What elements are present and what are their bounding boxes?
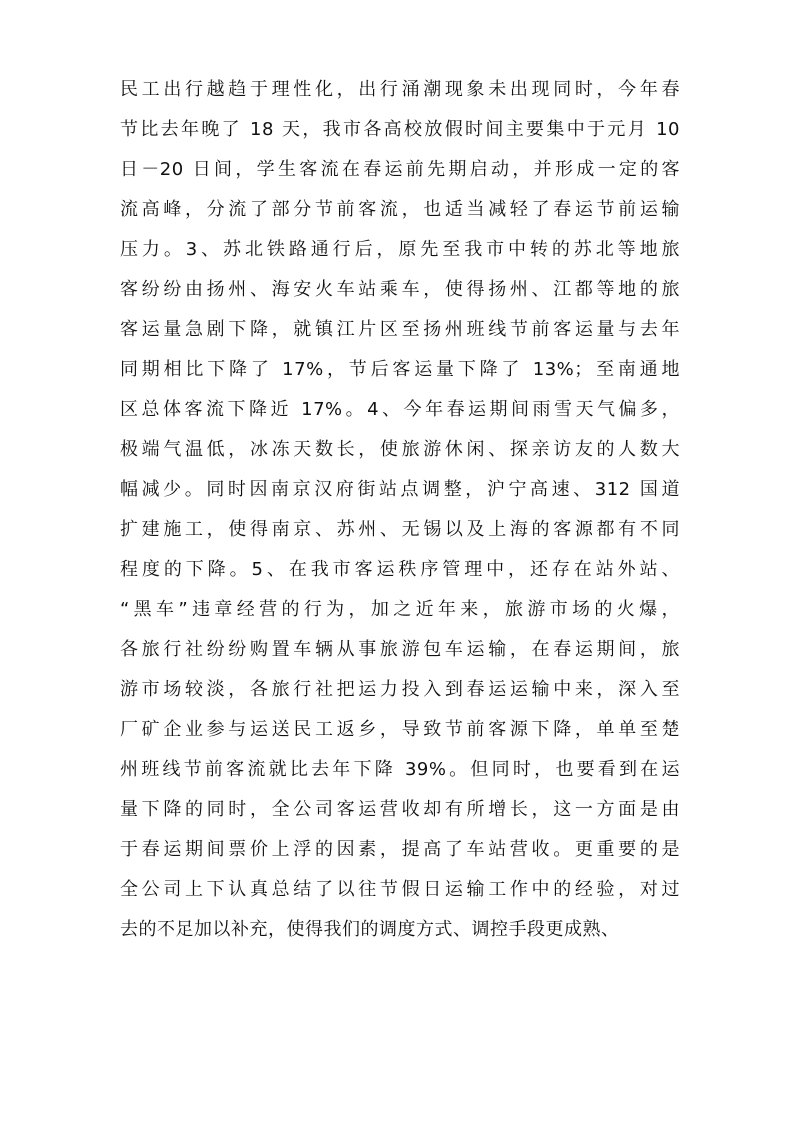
text-line: 日－20 日间，学生客流在春运前先期启动，并形成一定的客: [120, 159, 680, 180]
text-line: 区总体客流下降近 17%。4、今年春运期间雨雪天气偏多，: [120, 399, 680, 420]
text-line: 极端气温低，冰冻天数长，使旅游休闲、探亲访友的人数大: [120, 439, 680, 460]
text-line: 于春运期间票价上浮的因素，提高了车站营收。更重要的是: [120, 839, 680, 860]
text-line: 压力。3、苏北铁路通行后，原先至我市中转的苏北等地旅: [120, 239, 680, 260]
text-line: 量下降的同时，全公司客运营收却有所增长，这一方面是由: [120, 799, 680, 820]
text-line: 同期相比下降了 17%，节后客运量下降了 13%；至南通地: [120, 359, 680, 380]
text-line: 流高峰，分流了部分节前客流，也适当减轻了春运节前运输: [120, 199, 680, 220]
text-line: 客纷纷由扬州、海安火车站乘车，使得扬州、江都等地的旅: [120, 279, 680, 300]
text-line: 节比去年晚了 18 天，我市各高校放假时间主要集中于元月 10: [120, 119, 680, 140]
text-line: 民工出行越趋于理性化，出行涌潮现象未出现同时，今年春: [120, 79, 680, 100]
text-line: 全公司上下认真总结了以往节假日运输工作中的经验，对过: [120, 879, 680, 900]
text-line: 游市场较淡，各旅行社把运力投入到春运运输中来，深入至: [120, 679, 680, 700]
text-line: 幅减少。同时因南京汉府街站点调整，沪宁高速、312 国道: [120, 479, 680, 500]
text-line: 去的不足加以补充，使得我们的调度方式、调控手段更成熟、: [120, 919, 620, 940]
text-line: 厂矿企业参与运送民工返乡，导致节前客源下降，单单至楚: [120, 719, 680, 740]
text-line: “黑车”违章经营的行为，加之近年来，旅游市场的火爆，: [120, 599, 680, 620]
text-line: 扩建施工，使得南京、苏州、无锡以及上海的客源都有不同: [120, 519, 680, 540]
text-line: 程度的下降。5、在我市客运秩序管理中，还存在站外站、: [120, 559, 680, 580]
text-line: 各旅行社纷纷购置车辆从事旅游包车运输，在春运期间，旅: [120, 639, 680, 660]
body-text: [120, 70, 680, 950]
text-line: 州班线节前客流就比去年下降 39%。但同时，也要看到在运: [120, 759, 680, 780]
text-line: 客运量急剧下降，就镇江片区至扬州班线节前客运量与去年: [120, 319, 680, 340]
